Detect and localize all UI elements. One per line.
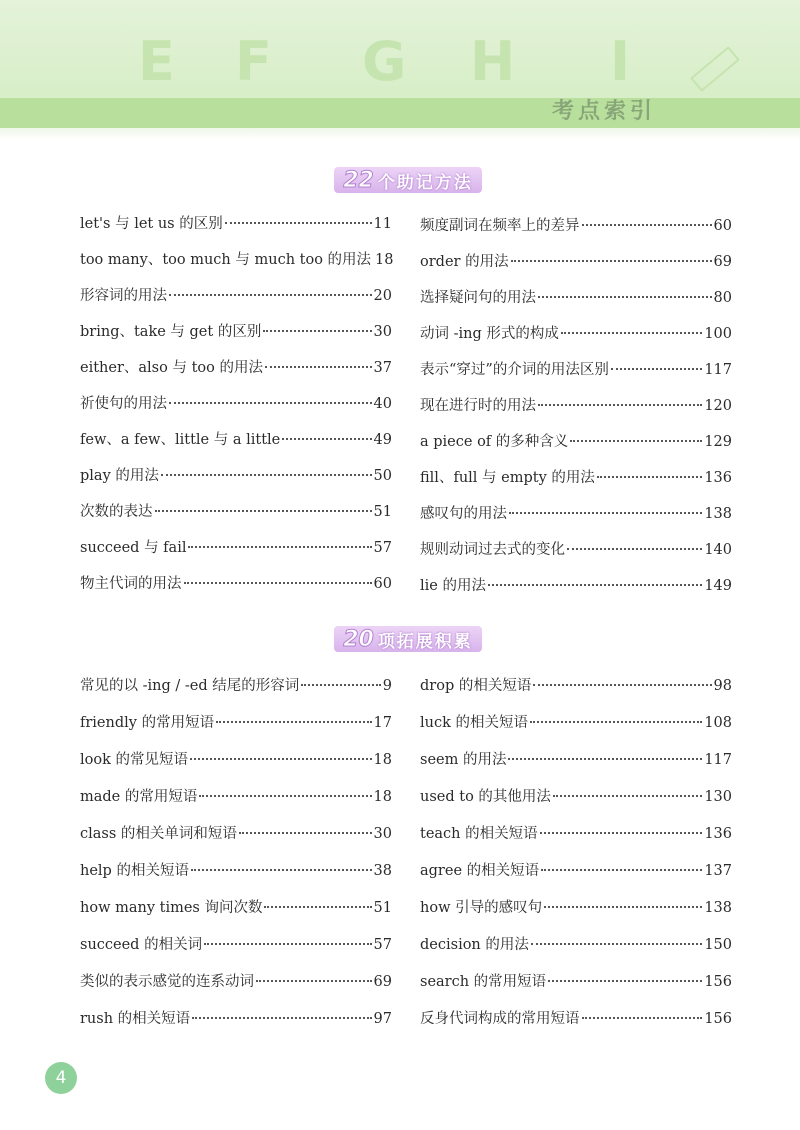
toc-entry[interactable]: 次数的表达 51 [80, 504, 392, 520]
toc-entry[interactable]: 表示“穿过”的介词的用法区别 117 [420, 362, 732, 378]
toc-entry[interactable]: look 的常见短语 18 [80, 752, 392, 768]
toc-entry[interactable]: succeed 与 fail 57 [80, 540, 392, 556]
section-title: 项拓展积累 [377, 631, 473, 652]
toc-entry[interactable]: 感叹句的用法 138 [420, 506, 732, 522]
header-letter: I [610, 30, 631, 93]
toc-entry[interactable]: used to 的其他用法 130 [420, 789, 732, 805]
toc-entry[interactable]: 频度副词在频率上的差异 60 [420, 218, 732, 234]
section-banner-extensions [334, 626, 482, 652]
toc-entry[interactable]: 反身代词构成的常用短语 156 [420, 1011, 732, 1027]
toc-entry[interactable]: order 的用法 69 [420, 254, 732, 270]
page-number-badge [45, 1062, 77, 1094]
toc-entry[interactable]: lie 的用法 149 [420, 578, 732, 594]
toc-entry[interactable]: 选择疑问句的用法 80 [420, 290, 732, 306]
section-title: 个助记方法 [377, 172, 473, 193]
toc-entry[interactable]: how many times 询问次数 51 [80, 900, 392, 916]
toc-entry[interactable]: 物主代词的用法 60 [80, 576, 392, 592]
header-strip [0, 98, 800, 128]
toc-entry[interactable]: agree 的相关短语 137 [420, 863, 732, 879]
header-title: 考点索引 [552, 99, 657, 124]
toc-entry[interactable]: made 的常用短语 18 [80, 789, 392, 805]
toc-entry[interactable]: 现在进行时的用法 120 [420, 398, 732, 414]
toc-entry[interactable]: seem 的用法 117 [420, 752, 732, 768]
toc-entry[interactable]: search 的常用短语 156 [420, 974, 732, 990]
toc-entry[interactable]: decision 的用法 150 [420, 937, 732, 953]
header-letter: H [470, 30, 516, 93]
toc-entry[interactable]: 规则动词过去式的变化 140 [420, 542, 732, 558]
toc-entry[interactable]: teach 的相关短语 136 [420, 826, 732, 842]
header-letter: E [138, 30, 175, 93]
toc-entry[interactable]: how 引导的感叹句 138 [420, 900, 732, 916]
header-letter: F [235, 30, 272, 93]
toc-entry[interactable]: luck 的相关短语 108 [420, 715, 732, 731]
header-fade [0, 128, 800, 140]
section-banner-mnemonics [334, 167, 482, 193]
toc-entry[interactable]: friendly 的常用短语 17 [80, 715, 392, 731]
section-number: 20 [343, 626, 374, 652]
toc-entry[interactable]: too many、too much 与 much too 的用法 18 [80, 252, 394, 268]
toc-entry[interactable]: a piece of 的多种含义 129 [420, 434, 732, 450]
toc-entry[interactable]: 类似的表示感觉的连系动词 69 [80, 974, 392, 990]
toc-entry[interactable]: rush 的相关短语 97 [80, 1011, 392, 1027]
toc-entry[interactable]: 形容词的用法 20 [80, 288, 392, 304]
page-number: 4 [55, 1068, 67, 1088]
pencil-icon [690, 46, 740, 92]
toc-entry[interactable]: drop 的相关短语 98 [420, 678, 732, 694]
toc-entry[interactable]: bring、take 与 get 的区别 30 [80, 324, 392, 340]
toc-entry[interactable]: few、a few、little 与 a little 49 [80, 432, 392, 448]
toc-entry[interactable]: play 的用法 50 [80, 468, 392, 484]
toc-entry[interactable]: help 的相关短语 38 [80, 863, 392, 879]
toc-entry[interactable]: 祈使句的用法 40 [80, 396, 392, 412]
header-band [0, 0, 800, 128]
header-letter: G [362, 30, 407, 93]
toc-entry[interactable]: 常见的以 -ing / -ed 结尾的形容词 9 [80, 678, 392, 694]
section-number: 22 [343, 167, 374, 193]
toc-entry[interactable]: 动词 -ing 形式的构成 100 [420, 326, 732, 342]
toc-entry[interactable]: class 的相关单词和短语 30 [80, 826, 392, 842]
toc-entry[interactable]: succeed 的相关词 57 [80, 937, 392, 953]
toc-entry[interactable]: let's 与 let us 的区别 11 [80, 216, 392, 232]
toc-entry[interactable]: fill、full 与 empty 的用法 136 [420, 470, 732, 486]
toc-entry[interactable]: either、also 与 too 的用法 37 [80, 360, 392, 376]
